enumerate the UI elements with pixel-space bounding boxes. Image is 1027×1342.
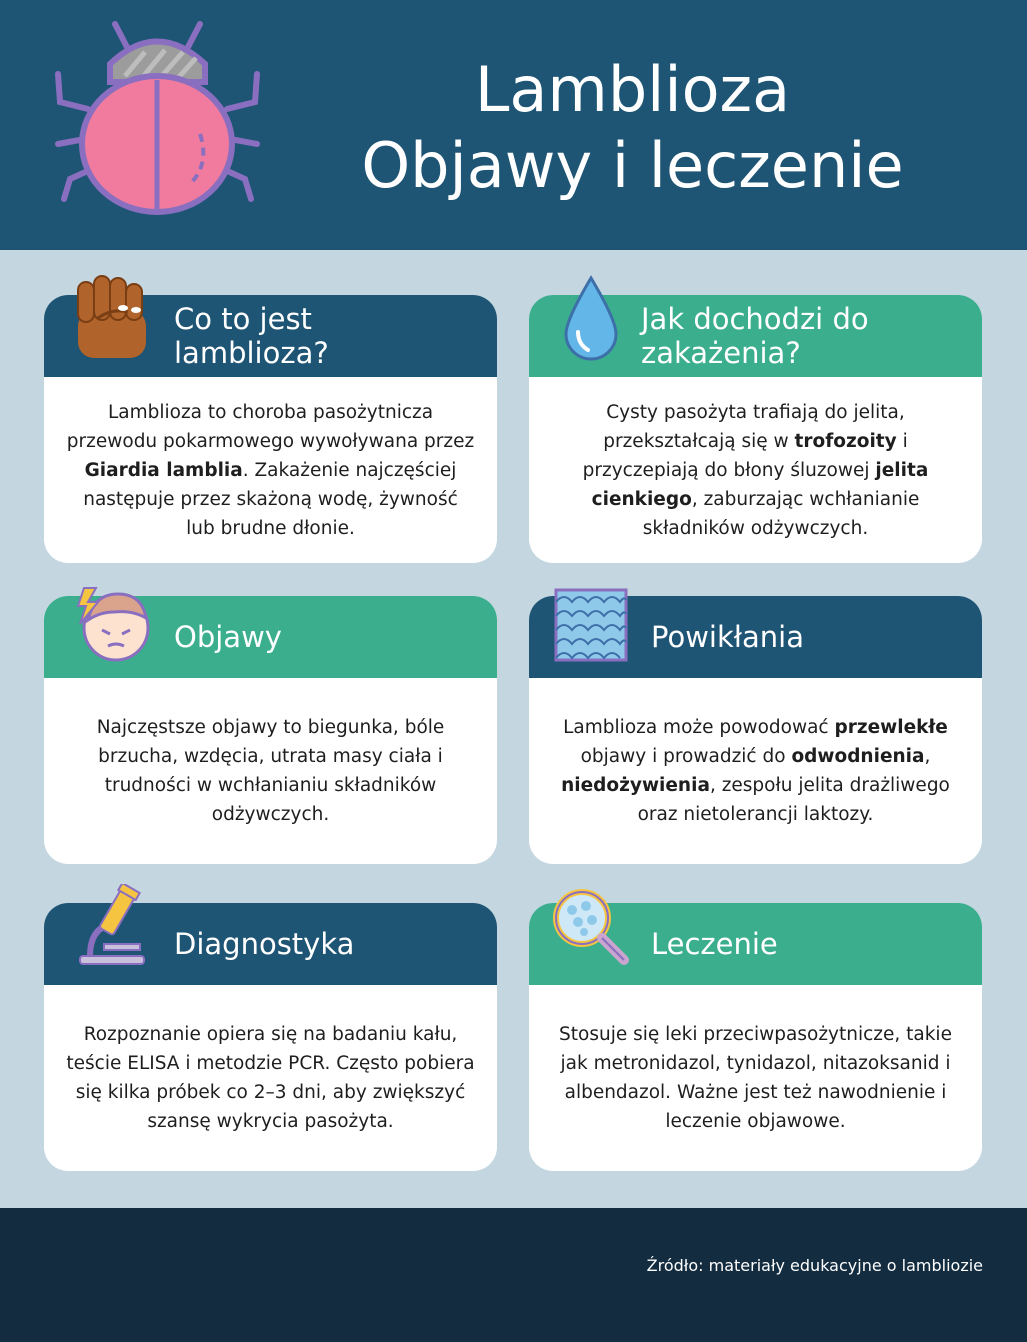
- card-text: Rozpoznanie opiera się na badaniu kału, teście ELISA i metodzie PCR. Często pobiera się kilka próbek co 2–3 dni, aby zwiększyć szansę wykrycia pasożyta.: [66, 1024, 475, 1132]
- card-text: Najczęstsze objawy to biegunka, bóle brzucha, wzdęcia, utrata masy ciała i trudności w wchłanianiu składników odżywczych.: [96, 717, 445, 825]
- magnifier-icon: [550, 886, 632, 968]
- card-text: Cysty pasożyta trafiają do jelita, przekształcają się w trofozoity i przyczepiają do błony śluzowej jelita cienkiego, zaburzając wchłanianie składników odżywczych.: [582, 401, 929, 539]
- card-title-line-2: lamblioza?: [174, 336, 329, 370]
- emphasis-text: trofozoity: [794, 430, 897, 452]
- card-body: [66, 985, 475, 1171]
- card-body: [66, 377, 475, 563]
- intestine-villi-icon: [554, 588, 628, 662]
- title-line-2: Objawy i leczenie: [361, 129, 904, 202]
- card-title-line-1: Jak dochodzi do: [641, 302, 869, 336]
- card-title: [651, 927, 962, 961]
- card-text: Stosuje się leki przeciwpasożytnicze, takie jak metronidazol, tynidazol, nitazoksanid i albendazol. Ważne jest też nawodnienie i leczenie objawowe.: [559, 1024, 952, 1132]
- footer: [0, 1208, 1027, 1342]
- emphasis-text: Giardia lamblia: [84, 459, 243, 481]
- water-drop-icon: [558, 274, 624, 364]
- card-body: [66, 678, 475, 864]
- card-text: Lamblioza to choroba pasożytnicza przewodu pokarmowego wywoływana przez Giardia lamblia. Zakażenie najczęściej następuje przez skażoną wodę, żywność lub brudne dłonie.: [66, 401, 475, 539]
- card-body: [551, 377, 960, 563]
- emphasis-text: przewlekłe: [834, 717, 948, 738]
- card-title-line-2: zakażenia?: [641, 336, 801, 370]
- microscope-icon: [76, 884, 148, 968]
- card-title: [651, 620, 962, 654]
- title-line-1: Lamblioza: [474, 53, 791, 126]
- card-body: [551, 985, 960, 1171]
- card-title-line-1: Powikłania: [651, 620, 804, 654]
- card-title: [174, 302, 477, 370]
- card-title-line-1: Objawy: [174, 620, 282, 654]
- page-title: [300, 52, 965, 204]
- source-text: Źródło: materiały edukacyjne o lambliozie: [646, 1256, 983, 1275]
- headache-face-icon: [74, 584, 154, 668]
- emphasis-text: jelita cienkiego: [591, 459, 929, 510]
- card-title-line-1: Diagnostyka: [174, 927, 355, 961]
- card-text: Lamblioza może powodować przewlekłe objawy i prowadzić do odwodnienia, niedożywienia, zespołu jelita drażliwego oraz nietolerancji laktozy.: [561, 717, 950, 825]
- emphasis-text: odwodnienia: [791, 746, 925, 767]
- card-title-line-1: Leczenie: [651, 927, 778, 961]
- card-body: [551, 678, 960, 864]
- card-title: [174, 927, 477, 961]
- card-title-line-1: Co to jest: [174, 302, 312, 336]
- fist-icon: [68, 272, 152, 362]
- header: [0, 0, 1027, 250]
- card-title: [174, 620, 477, 654]
- bug-icon: [50, 14, 265, 224]
- emphasis-text: niedożywienia: [561, 775, 710, 796]
- card-title: [641, 302, 962, 370]
